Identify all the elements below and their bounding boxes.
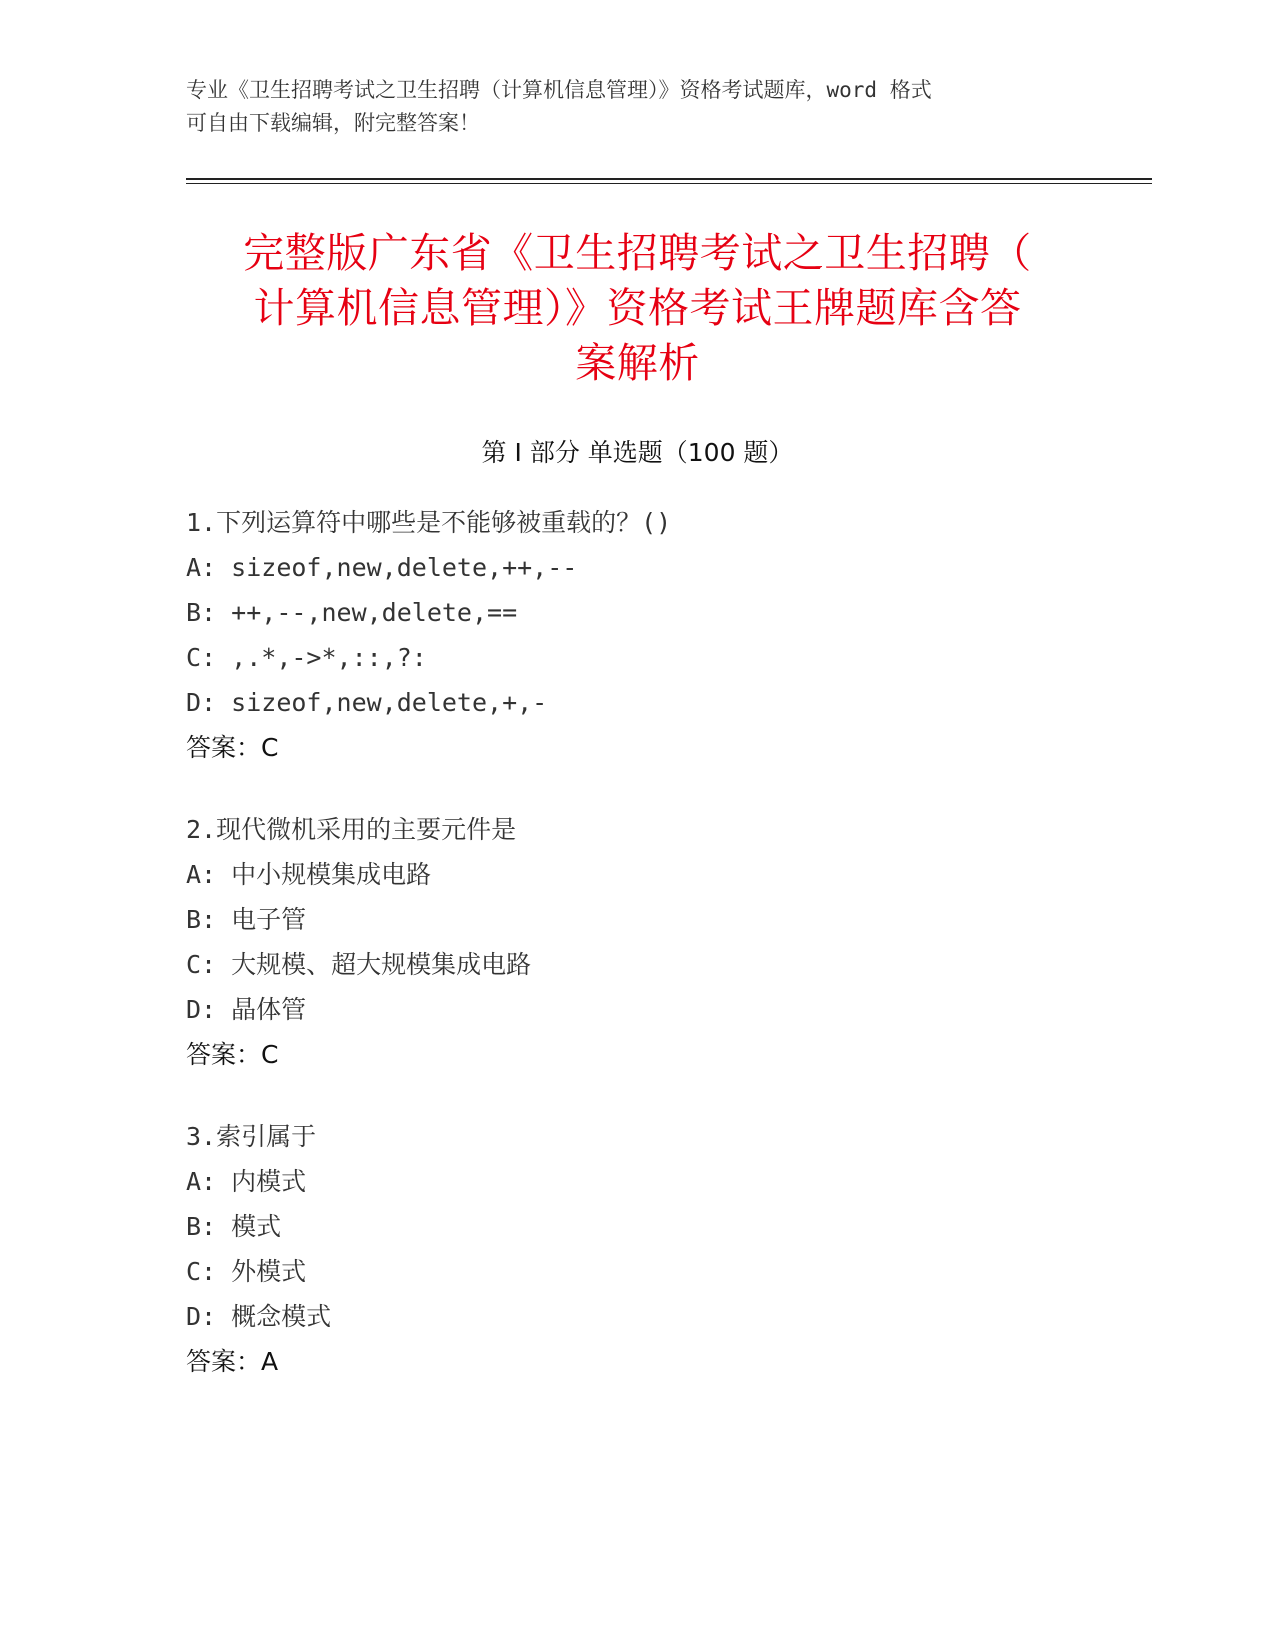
question-stem: 2.现代微机采用的主要元件是 (186, 815, 517, 844)
answer-value: A (261, 1347, 279, 1376)
document-title-line-3: 案解析 (575, 339, 700, 387)
option-text: 晶体管 (216, 995, 307, 1024)
question-stem: 3.索引属于 (186, 1122, 317, 1151)
option-letter: A: (186, 1167, 217, 1196)
section-heading: 第 I 部分 单选题（100 题） (481, 438, 794, 467)
option-text: 概念模式 (216, 1302, 332, 1331)
option-letter: C: (186, 643, 217, 672)
option-a (186, 545, 1086, 590)
option-letter: A: (186, 553, 217, 582)
question-3 (186, 1114, 1086, 1384)
answer-label: 答案： (186, 733, 262, 762)
option-b (186, 897, 1086, 942)
option-text: 外模式 (216, 1257, 307, 1286)
option-c (186, 635, 1086, 680)
option-letter: C: (186, 950, 217, 979)
answer-line (186, 1339, 1086, 1384)
document-title-line-1: 完整版广东省《卫生招聘考试之卫生招聘（ (243, 229, 1032, 277)
option-letter: D: (186, 688, 217, 717)
option-b (186, 1204, 1086, 1249)
answer-label: 答案： (186, 1347, 262, 1376)
option-text: 中小规模集成电路 (216, 860, 432, 889)
question-1 (186, 500, 1086, 770)
header-note-line-1: 专业《卫生招聘考试之卫生招聘（计算机信息管理）》资格考试题库，word 格式 (186, 78, 932, 102)
option-text: 大规模、超大规模集成电路 (216, 950, 532, 979)
question-stem: 1.下列运算符中哪些是不能够被重载的？() (186, 508, 672, 537)
answer-value: C (261, 733, 279, 762)
answer-line (186, 725, 1086, 770)
option-c (186, 1249, 1086, 1294)
option-a (186, 852, 1086, 897)
answer-value: C (261, 1040, 279, 1069)
option-text: ++,--,new,delete,== (216, 598, 518, 627)
option-text: ,.*,->*,::,?: (216, 643, 427, 672)
document-title-line-2: 计算机信息管理）》资格考试王牌题库含答 (253, 284, 1022, 332)
header-note-line-2: 可自由下载编辑，附完整答案！ (186, 111, 480, 135)
header-rule-thick (186, 178, 1152, 180)
header-note (186, 74, 1086, 140)
option-d (186, 1294, 1086, 1339)
document-title (170, 226, 1105, 391)
option-b (186, 590, 1086, 635)
option-letter: B: (186, 598, 217, 627)
option-text: sizeof,new,delete,+,- (216, 688, 548, 717)
option-letter: D: (186, 995, 217, 1024)
option-c (186, 942, 1086, 987)
option-text: 内模式 (216, 1167, 307, 1196)
option-letter: B: (186, 1212, 217, 1241)
answer-label: 答案： (186, 1040, 262, 1069)
question-2 (186, 807, 1086, 1077)
answer-line (186, 1032, 1086, 1077)
option-text: sizeof,new,delete,++,-- (216, 553, 578, 582)
option-a (186, 1159, 1086, 1204)
option-d (186, 987, 1086, 1032)
option-letter: D: (186, 1302, 217, 1331)
option-letter: A: (186, 860, 217, 889)
option-letter: B: (186, 905, 217, 934)
header-rule-thin (186, 183, 1152, 184)
option-text: 电子管 (216, 905, 307, 934)
option-d (186, 680, 1086, 725)
option-letter: C: (186, 1257, 217, 1286)
option-text: 模式 (216, 1212, 282, 1241)
